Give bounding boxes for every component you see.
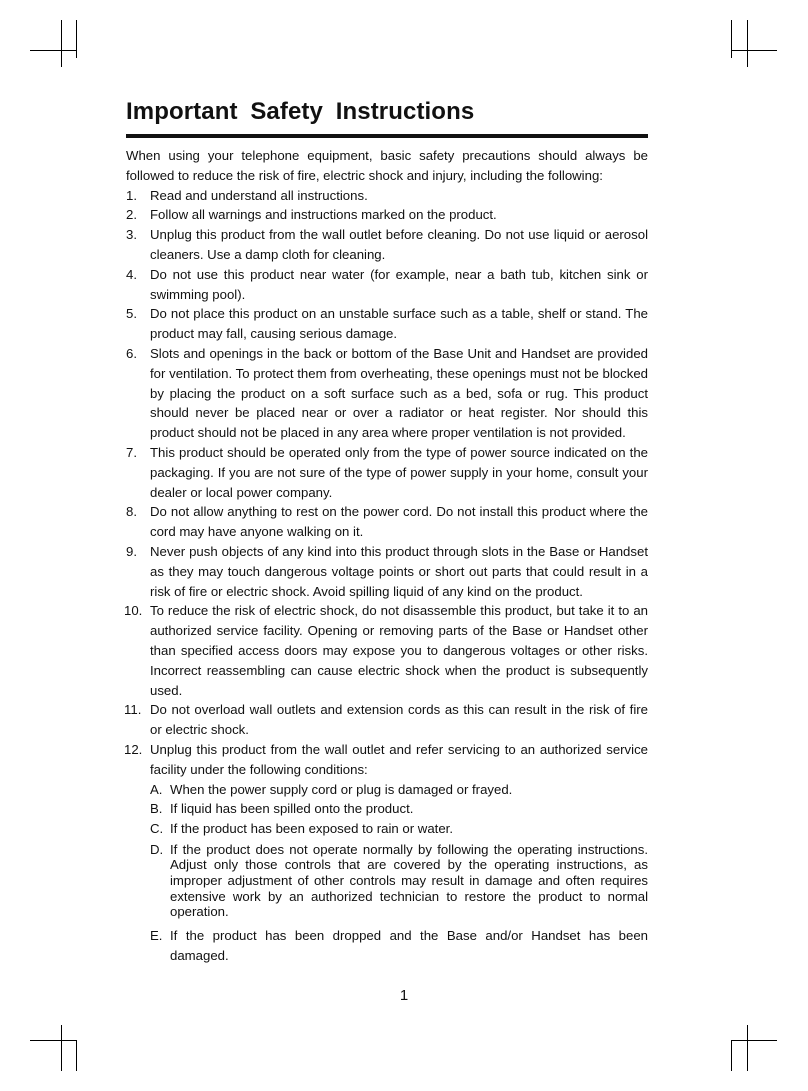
sub-item-text: If the product does not operate normally by following the operating instructions. Adjust only those controls that are covered by the operating instructions, as improper adjustment of other controls may result in damage and often requires extensive work by an authorized technician to restore the product to normal operation. [170,841,648,920]
item-text: Do not allow anything to rest on the power cord. Do not install this product where the cord may have anyone walking on it. [150,504,648,540]
item-number: 4. [126,266,137,282]
list-item [126,601,648,700]
list-item [126,265,648,305]
item-number: 6. [126,345,137,361]
item-text: Read and understand all instructions. [150,187,368,203]
list-item [126,700,648,740]
item-number: 9. [126,543,137,559]
list-item [126,186,648,206]
item-text: This product should be operated only from the type of power source indicated on the packaging. If you are not sure of the type of power supply in your home, consult your dealer or local power company. [150,444,648,500]
item-text: Do not use this product near water (for example, near a bath tub, kitchen sink or swimming pool). [150,266,648,302]
item-text: Never push objects of any kind into this product through slots in the Base or Handset as they may touch dangerous voltage points or short out parts that could result in a risk of fire or electric shock. Avoid spilling liquid of any kind on the product. [150,543,648,599]
sub-item-text: If the product has been exposed to rain or water. [170,821,453,837]
item-text: Follow all warnings and instructions marked on the product. [150,207,497,223]
page-title: Important Safety Instructions [126,98,475,125]
crop-mark [61,20,62,67]
sub-list-item [150,780,648,800]
list-item [126,344,648,443]
instructions-body [126,146,648,965]
item-text: Slots and openings in the back or bottom of the Base Unit and Handset are provided for ventilation. To protect them from overheating, these openings must not be blocked by placing the product on a soft surface such as a bed, sofa or rug. This product should never be placed near or over a radiator or heat register. Nor should this product should not be placed in any area where proper ventilation is not provided. [150,345,648,441]
sub-list-item [150,799,648,819]
intro-paragraph: When using your telephone equipment, basic safety precautions should always be followed to reduce the risk of fire, electric shock and injury, including the following: [126,148,648,183]
page-number: 1 [399,987,409,1004]
title-rule [126,134,648,138]
conditions-list [150,780,648,966]
crop-mark [747,1025,748,1071]
crop-mark [61,1025,62,1071]
item-number: 3. [126,227,137,243]
sub-list-item [150,819,648,839]
sub-item-letter: B. [150,801,163,817]
item-text: Unplug this product from the wall outlet and refer servicing to an authorized service facility under the following conditions: [150,741,648,777]
sub-list-item [150,926,648,966]
item-text: Do not overload wall outlets and extension cords as this can result in the risk of fire or electric shock. [150,702,648,738]
sub-list-item [150,842,648,920]
crop-mark [747,20,748,67]
sub-item-letter: D. [150,841,164,857]
crop-mark [731,1040,777,1041]
item-text: Unplug this product from the wall outlet before cleaning. Do not use liquid or aerosol cleaners. Use a damp cloth for cleaning. [150,227,648,262]
item-number: 11. [124,702,142,718]
crop-mark [731,50,777,51]
sub-item-letter: E. [150,927,163,943]
list-item [126,225,648,265]
item-number: 10. [124,603,143,619]
item-number: 8. [126,504,137,520]
sub-item-letter: A. [150,781,163,797]
list-item [126,740,648,966]
list-item [126,502,648,542]
item-text: To reduce the risk of electric shock, do not disassemble this product, but take it to an authorized service facility. Opening or removing parts of the Base or Handset other than specified access doors may expose you to dangerous voltages or other risks. Incorrect reassembling can cause electric shock when the product is subsequently used. [150,603,648,698]
list-item [126,304,648,344]
list-item [126,542,648,601]
crop-mark [76,20,77,58]
item-text: Do not place this product on an unstable surface such as a table, shelf or stand. The product may fall, causing serious damage. [150,306,648,342]
item-number: 5. [126,306,137,322]
crop-mark [76,1040,77,1071]
item-number: 7. [126,444,137,460]
crop-mark [731,1040,732,1071]
sub-item-text: If liquid has been spilled onto the product. [170,801,414,817]
item-number: 1. [126,187,137,203]
crop-mark [30,50,77,51]
instructions-list [126,186,648,966]
list-item [126,205,648,225]
crop-mark [30,1040,77,1041]
crop-mark [731,20,732,58]
item-number: 12. [124,741,143,757]
sub-item-text: When the power supply cord or plug is damaged or frayed. [170,781,513,797]
sub-item-letter: C. [150,821,164,837]
list-item [126,443,648,502]
sub-item-text: If the product has been dropped and the Base and/or Handset has been damaged. [170,927,648,963]
item-number: 2. [126,207,137,223]
